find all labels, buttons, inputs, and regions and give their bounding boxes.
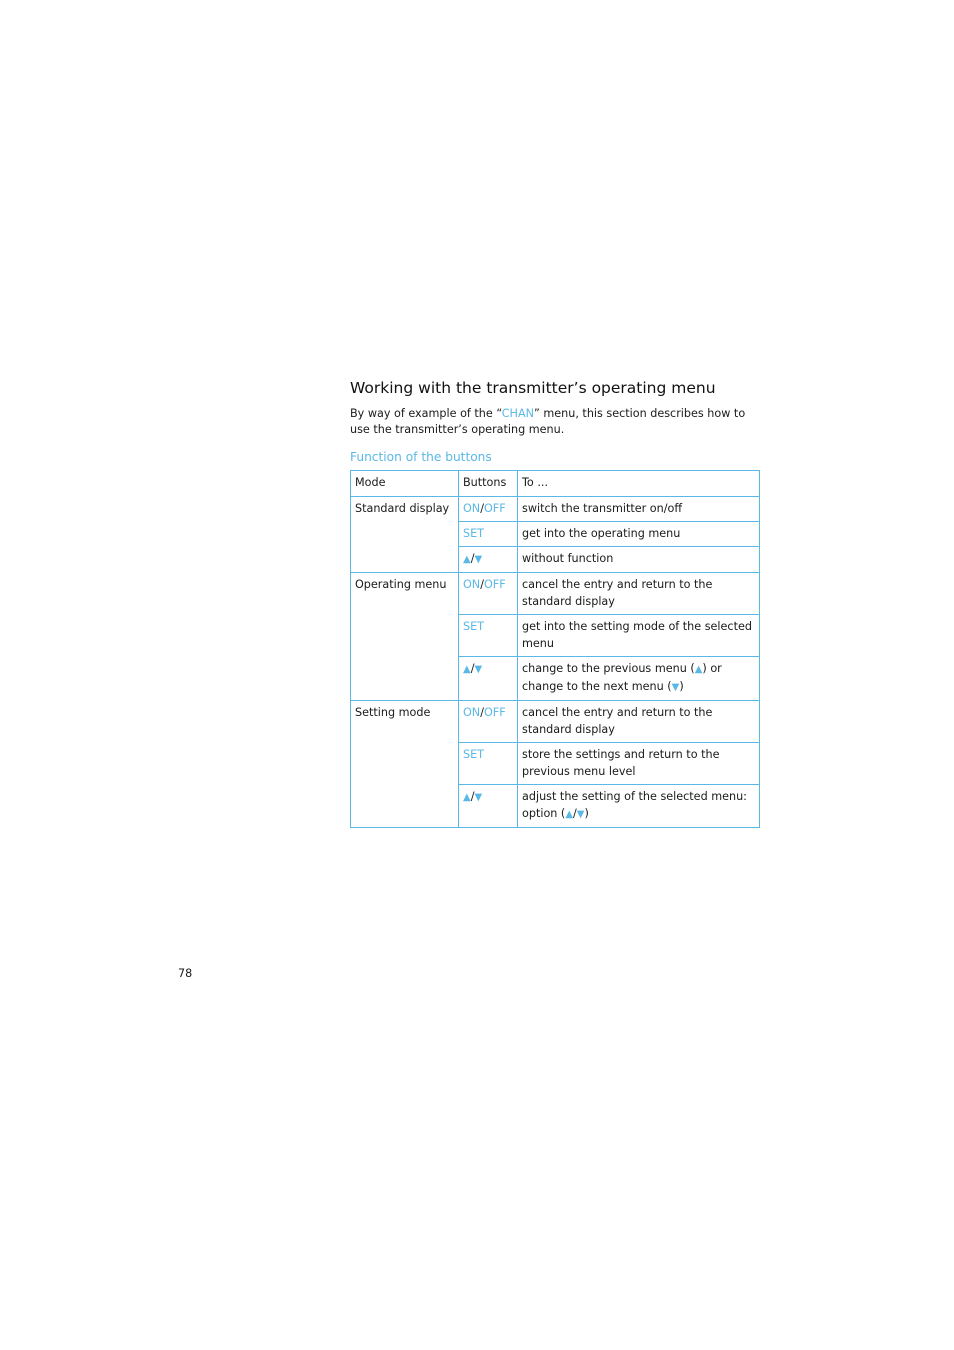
operating-menu-section — [350, 379, 760, 828]
section-heading: Working with the transmitter’s operating menu — [350, 379, 716, 397]
down-arrow-icon: ▼ — [474, 554, 483, 565]
up-arrow-icon: ▲ — [463, 664, 471, 675]
description-cell: change to the previous menu (▲) or change to the next menu (▼) — [518, 657, 760, 701]
buttons-subheading: Function of the buttons — [350, 450, 492, 464]
description-cell: cancel the entry and return to the standard display — [518, 701, 760, 743]
button-cell-on-off: ON/OFF — [459, 573, 518, 615]
down-arrow-icon: ▼ — [671, 682, 680, 693]
mode-cell: Standard display — [351, 497, 459, 573]
set-button-label: SET — [463, 748, 485, 761]
button-cell-set — [459, 522, 518, 547]
button-function-table — [350, 470, 760, 828]
off-button-label: OFF — [483, 578, 506, 591]
down-arrow-icon: ▼ — [474, 792, 483, 803]
on-button-label: ON — [463, 502, 481, 515]
on-button-label: ON — [463, 578, 481, 591]
header-buttons: Buttons — [459, 471, 518, 497]
table-row — [351, 573, 760, 615]
intro-text-before: By way of example of the “ — [350, 407, 502, 420]
header-to: To ... — [518, 471, 760, 497]
up-arrow-icon: ▲ — [565, 809, 574, 820]
button-cell-set — [459, 615, 518, 657]
set-button-label: SET — [463, 527, 485, 540]
description-cell: cancel the entry and return to the standard display — [518, 573, 760, 615]
table-header-row — [351, 471, 760, 497]
description-cell: get into the setting mode of the selected menu — [518, 615, 760, 657]
description-cell: without function — [518, 547, 760, 573]
button-cell-up-down: ▲/▼ — [459, 785, 518, 828]
up-arrow-icon: ▲ — [463, 792, 471, 803]
table-row — [351, 701, 760, 743]
up-arrow-icon: ▲ — [463, 554, 471, 565]
button-cell-set — [459, 743, 518, 785]
description-cell: switch the transmitter on/off — [518, 497, 760, 522]
button-cell-up-down: ▲/▼ — [459, 657, 518, 701]
mode-cell: Setting mode — [351, 701, 459, 828]
header-mode: Mode — [351, 471, 459, 497]
description-cell: adjust the setting of the selected menu: option (▲/▼) — [518, 785, 760, 828]
down-arrow-icon: ▼ — [474, 664, 483, 675]
mode-cell: Operating menu — [351, 573, 459, 701]
description-cell: get into the operating menu — [518, 522, 760, 547]
set-button-label: SET — [463, 620, 485, 633]
button-cell-up-down: ▲/▼ — [459, 547, 518, 573]
off-button-label: OFF — [483, 502, 506, 515]
up-arrow-icon: ▲ — [694, 664, 703, 675]
button-cell-on-off: ON/OFF — [459, 497, 518, 522]
button-cell-on-off: ON/OFF — [459, 701, 518, 743]
description-cell: store the settings and return to the previous menu level — [518, 743, 760, 785]
down-arrow-icon: ▼ — [576, 809, 585, 820]
intro-paragraph — [350, 406, 760, 438]
menu-name-chan: CHAN — [501, 407, 534, 420]
page-number: 78 — [178, 967, 193, 980]
on-button-label: ON — [463, 706, 481, 719]
table-row — [351, 497, 760, 522]
intro-text-after: ” menu, this section describes how to use the transmitter’s operating menu. — [350, 407, 746, 436]
off-button-label: OFF — [483, 706, 506, 719]
